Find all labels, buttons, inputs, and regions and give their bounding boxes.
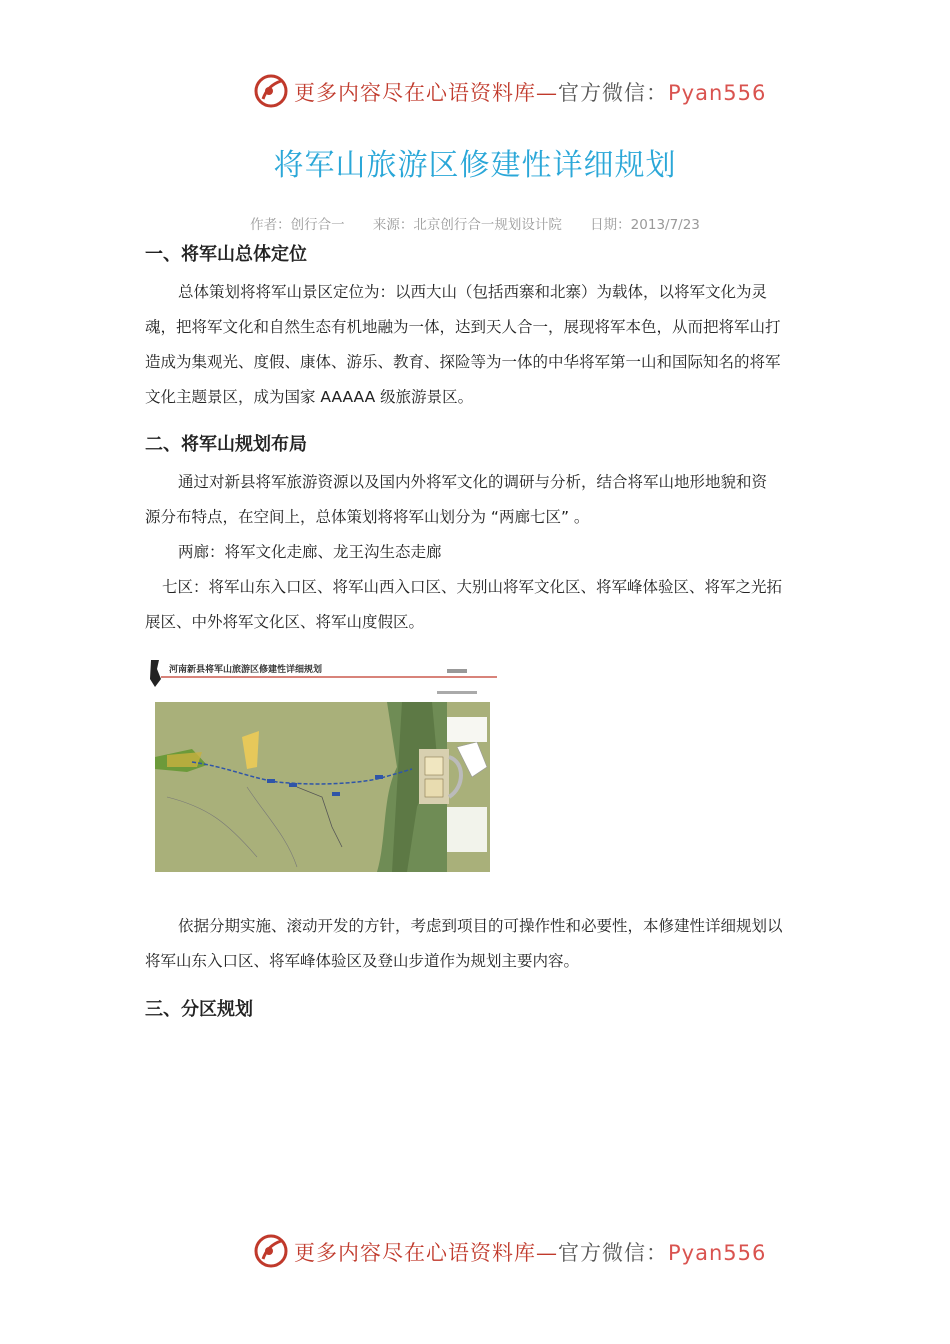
section-heading-1: 一、将军山总体定位 bbox=[145, 244, 307, 265]
article-meta bbox=[0, 213, 950, 233]
paragraph-scope: 依据分期实施、滚动开发的方针，考虑到项目的可操作性和必要性，本修建性详细规划以 将军山东入口区、将军峰体验区及登山步道作为规划主要内容。 bbox=[145, 917, 783, 970]
section-heading-3: 三、分区规划 bbox=[145, 999, 253, 1020]
footer-banner bbox=[0, 1233, 950, 1273]
page-title: 将军山旅游区修建性详细规划 bbox=[273, 148, 677, 183]
header-banner bbox=[0, 73, 950, 113]
banner-text: 更多内容尽在心语资料库—官方微信：Pyan556 bbox=[294, 81, 767, 105]
paragraph-layout: 通过对新县将军旅游资源以及国内外将军文化的调研与分析，结合将军山地形地貌和资 源分布特点，在空间上，总体策划将将军山划分为 “两廊七区” 。 两廊：将军文化走廊、龙王沟生态走廊 七区：将军山东入口区、将军山西入口区、大别山将军文化区、将军峰体验区、将军之光拓 展区、中外将军文化区、将军山度假区。 bbox=[145, 473, 783, 631]
logo-icon bbox=[253, 73, 289, 109]
section-heading-2: 二、将军山规划布局 bbox=[145, 434, 307, 455]
logo-icon bbox=[253, 1233, 289, 1269]
banner-text: 更多内容尽在心语资料库—官方微信：Pyan556 bbox=[294, 1241, 767, 1265]
date: 日期：2013/7/23 bbox=[590, 217, 700, 233]
source: 来源：北京创行合一规划设计院 bbox=[372, 217, 562, 233]
paragraph-positioning: 总体策划将将军山景区定位为：以西大山（包括西寨和北寨）为载体，以将军文化为灵 魂，把将军文化和自然生态有机地融为一体，达到天人合一，展现将军本色，从而把将军山打 造成为集观光、度假、康体、游乐、教育、探险等为一体的中华将军第一山和国际知名的将军 文化主题景区，成为国家 AAAAA 级旅游景区。 bbox=[145, 283, 781, 406]
figure-title: 河南新县将军山旅游区修建性详细规划 bbox=[169, 665, 323, 675]
planning-map-image bbox=[147, 657, 497, 877]
author: 作者：创行合一 bbox=[250, 217, 345, 233]
